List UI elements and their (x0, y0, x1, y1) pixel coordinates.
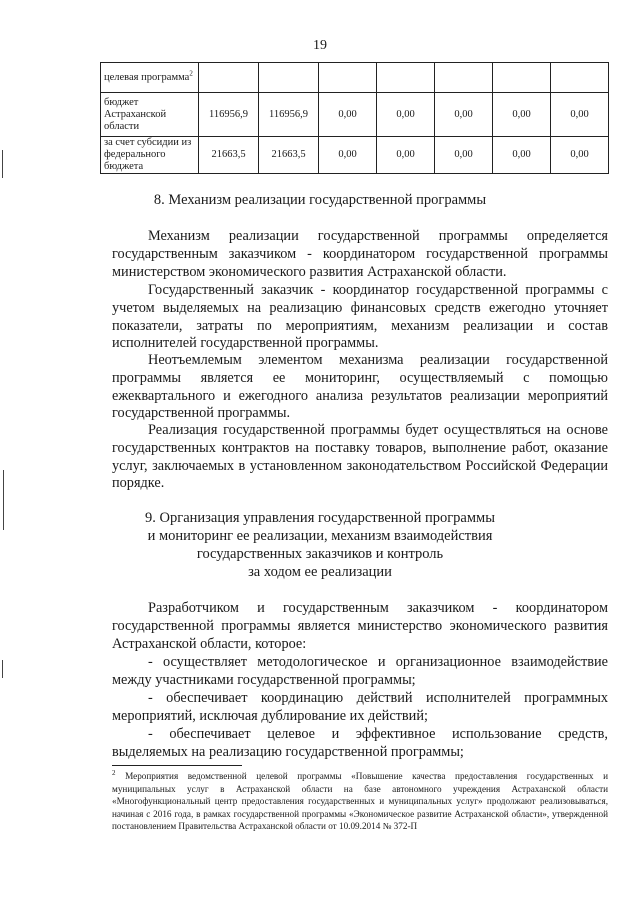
table-cell: 0,00 (377, 93, 435, 137)
table-cell: 0,00 (493, 93, 551, 137)
page-number: 19 (313, 38, 327, 53)
table-cell: 21663,5 (199, 137, 259, 174)
table-cell (259, 63, 319, 93)
table-cell: 0,00 (551, 137, 609, 174)
financing-table (100, 62, 609, 174)
table-cell (493, 63, 551, 93)
row-label: целевая программа$^2$ (101, 63, 199, 93)
table-cell: 0,00 (319, 137, 377, 174)
footnote-text: Мероприятия ведомственной целевой программы «Повышение качества предоставления государственных и муниципальных услуг в Астраханской области на базе автономного учреждения Астраханской области «Многофункциональный центр предоставления государственных и муниципальных услуг» продолжают реализовываться, начиная с 2016 года, в рамках государственной программы «Экономическое развитие Астраханской области», утвержденной постановлением Правительства Астраханской области от 10.09.2014 № 372-П (112, 771, 608, 832)
table-cell: 0,00 (377, 137, 435, 174)
section-8-paragraph: Реализация государственной программы будет осуществляться на основе государственных контрактов на поставку товаров, выполнение работ, оказание услуг, заключаемых в установленном законодательством Российской Федерации порядке. (112, 422, 608, 492)
table-cell: 116956,9 (199, 93, 259, 137)
section-8-paragraph: Государственный заказчик - координатор государственной программы с учетом выделяемых на реализацию финансовых средств ежегодно уточняет показатели, затраты по мероприятиям, механизм реализации и состав исполнителей государственной программы. (112, 282, 608, 352)
section-9-title-line: за ходом ее реализации (248, 564, 392, 580)
table-cell (319, 63, 377, 93)
scan-edge-mark (2, 150, 3, 178)
section-9-title-line: и мониторинг ее реализации, механизм взаимодействия (147, 528, 493, 544)
section-8-paragraph: Неотъемлемым элементом механизма реализации государственной программы является ее мониторинг, осуществляемый с помощью ежеквартального и ежегодного анализа результатов реализации мероприятий государственной программы. (112, 352, 608, 422)
section-9-intro: Разработчиком и государственным заказчиком - координатором государственной программы является министерство экономического развития Астраханской области, которое: (112, 600, 608, 652)
section-9-item: - осуществляет методологическое и организационное взаимодействие между участниками государственной программы; (112, 654, 608, 688)
table-cell: 21663,5 (259, 137, 319, 174)
table-row (101, 63, 609, 93)
section-9-item: - обеспечивает координацию действий исполнителей программных мероприятий, исключая дублирование их действий; (112, 690, 608, 724)
table-cell: 0,00 (435, 137, 493, 174)
table-cell: 0,00 (435, 93, 493, 137)
row-label: бюджет Астраханской области (101, 93, 199, 137)
footnote-marker: 2 (112, 768, 116, 777)
footnote (112, 770, 608, 833)
table-row (101, 93, 609, 137)
scan-edge-mark (3, 470, 4, 530)
table-cell (377, 63, 435, 93)
row-label: за счет субсидии из федерального бюджета (101, 137, 199, 174)
section-9-item: - обеспечивает целевое и эффективное использование средств, выделяемых на реализацию государственной программы; (112, 726, 608, 760)
table-cell (551, 63, 609, 93)
section-9-title-line: 9. Организация управления государственной программы (145, 510, 495, 526)
scan-edge-mark (2, 660, 3, 678)
table-cell: 0,00 (551, 93, 609, 137)
table-cell: 0,00 (493, 137, 551, 174)
table-cell: 116956,9 (259, 93, 319, 137)
section-9-title-line: государственных заказчиков и контроль (196, 546, 444, 562)
section-8-paragraph: Механизм реализации государственной программы определяется государственным заказчиком - координатором государственной программы министерством экономического развития Астраханской области. (112, 228, 608, 280)
footnote-separator (112, 765, 242, 766)
section-8-title: 8. Механизм реализации государственной программы (153, 192, 487, 208)
table-cell (199, 63, 259, 93)
table-cell (435, 63, 493, 93)
table-cell: 0,00 (319, 93, 377, 137)
table-row (101, 137, 609, 174)
